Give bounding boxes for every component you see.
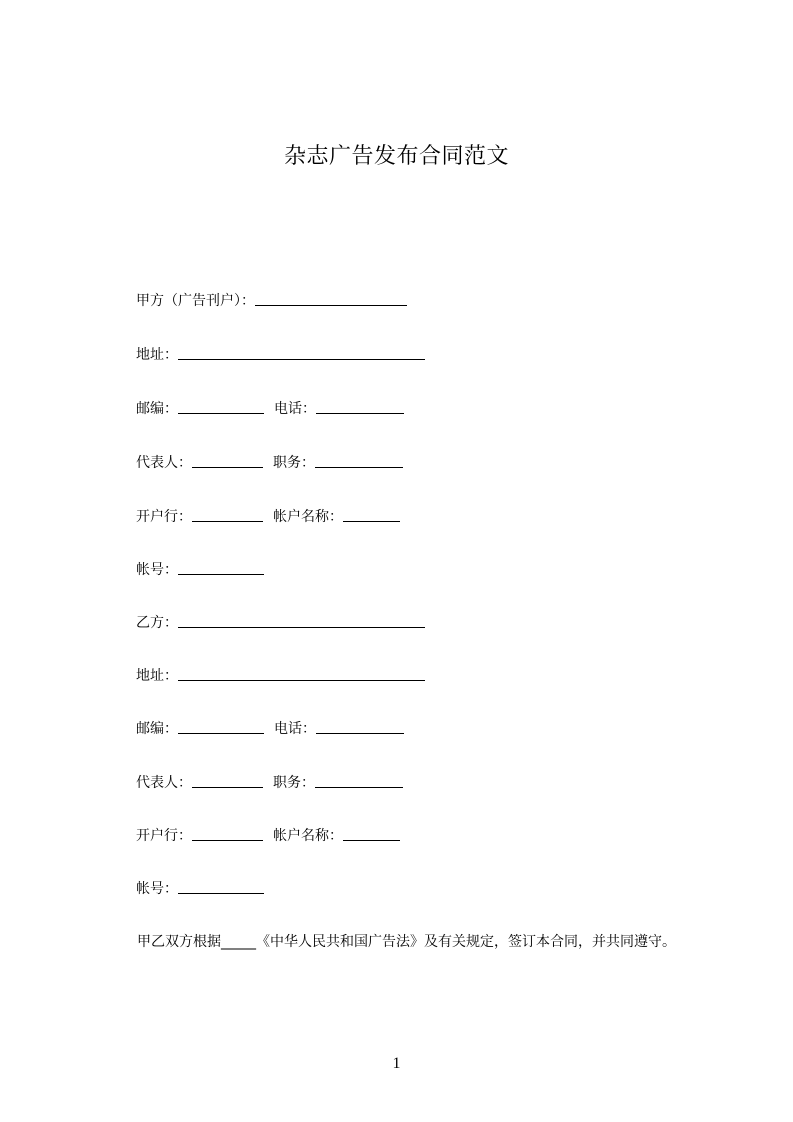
party-a-phone-label: 电话： [274, 401, 316, 417]
party-b-bank-label: 开户行： [136, 828, 192, 844]
agreement-text-pre: 甲乙双方根据 [137, 934, 221, 950]
document-title: 杂志广告发布合同范文 [283, 144, 509, 169]
party-a-phone-blank[interactable] [316, 392, 404, 414]
party-b-account-name-label: 帐户名称： [273, 828, 343, 844]
party-b-zip-blank[interactable] [178, 712, 264, 734]
party-a-account-no-line [136, 559, 264, 581]
party-a-rep-line [136, 452, 403, 474]
agreement-text-post: 《中华人民共和国广告法》及有关规定，签订本合同，并共同遵守。 [256, 934, 676, 950]
party-a-account-name-blank[interactable] [343, 500, 400, 522]
party-a-account-name-label: 帐户名称： [273, 509, 343, 525]
party-b-address-label: 地址： [136, 668, 178, 684]
party-a-rep-label: 代表人： [136, 455, 192, 471]
party-b-name-blank[interactable] [178, 606, 425, 628]
party-b-rep-blank[interactable] [192, 766, 263, 788]
party-b-rep-label: 代表人： [136, 775, 192, 791]
page-number: 1 [392, 1055, 401, 1072]
party-a-zip-label: 邮编： [136, 401, 178, 417]
party-a-bank-blank[interactable] [192, 500, 263, 522]
party-b-account-no-blank[interactable] [178, 872, 264, 894]
party-a-zip-phone-line [136, 398, 404, 420]
party-a-address-line [136, 344, 425, 366]
party-b-name-line [136, 612, 425, 634]
party-b-name-label: 乙方： [136, 615, 178, 631]
party-a-bank-line [136, 506, 400, 528]
agreement-paragraph [104, 928, 704, 956]
party-a-address-blank[interactable] [178, 338, 425, 360]
agreement-blank: _____ [221, 934, 256, 950]
party-a-zip-blank[interactable] [178, 392, 264, 414]
party-a-name-line [136, 290, 407, 312]
party-b-phone-blank[interactable] [316, 712, 404, 734]
party-b-account-no-label: 帐号： [136, 881, 178, 897]
party-b-account-name-blank[interactable] [343, 819, 400, 841]
party-a-address-label: 地址： [136, 347, 178, 363]
party-b-zip-label: 邮编： [136, 721, 178, 737]
party-b-position-label: 职务： [273, 775, 315, 791]
party-a-name-blank[interactable] [255, 284, 407, 306]
party-a-account-no-blank[interactable] [178, 553, 264, 575]
party-b-zip-phone-line [136, 718, 404, 740]
party-a-position-label: 职务： [273, 455, 315, 471]
party-a-bank-label: 开户行： [136, 509, 192, 525]
party-a-rep-blank[interactable] [192, 446, 263, 468]
party-a-account-no-label: 帐号： [136, 562, 178, 578]
party-b-position-blank[interactable] [315, 766, 403, 788]
party-b-rep-line [136, 772, 403, 794]
party-a-name-label: 甲方（广告刊户）： [136, 293, 255, 309]
party-b-address-blank[interactable] [178, 659, 425, 681]
party-b-account-no-line [136, 878, 264, 900]
party-b-bank-line [136, 825, 400, 847]
party-b-address-line [136, 665, 425, 687]
party-a-position-blank[interactable] [315, 446, 403, 468]
party-b-phone-label: 电话： [274, 721, 316, 737]
party-b-bank-blank[interactable] [192, 819, 263, 841]
